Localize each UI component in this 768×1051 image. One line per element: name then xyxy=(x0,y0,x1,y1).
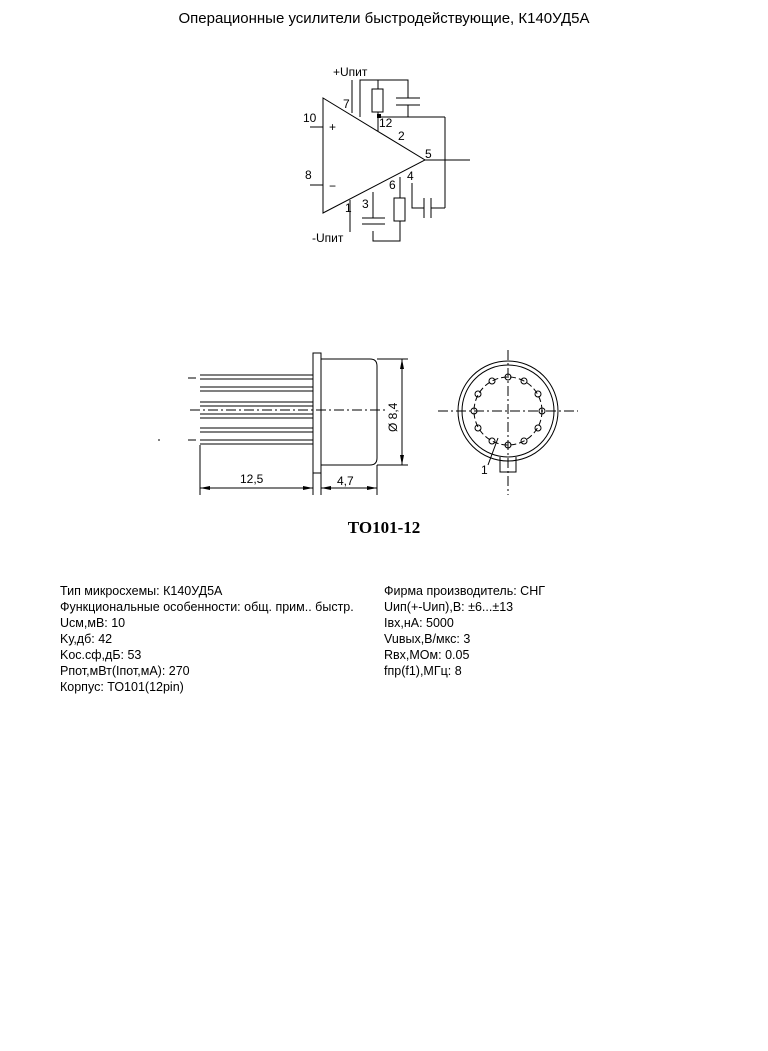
spec-supply-voltage: Uип(+-Uип),В: ±6...±13 xyxy=(384,600,514,614)
spec-input-current: Iвх,нА: 5000 xyxy=(384,616,454,630)
dim-diameter: Ø 8,4 xyxy=(386,402,400,432)
spec-manufacturer: Фирма производитель: СНГ xyxy=(384,584,545,598)
dim-body: 4,7 xyxy=(337,474,354,488)
supply-pos-label: +Uпит xyxy=(333,65,368,79)
pin-label-3: 3 xyxy=(362,197,369,211)
spec-power: Pпот,мВт(Iпот,мА): 270 xyxy=(60,664,190,678)
pin-label-1: 1 xyxy=(345,201,352,215)
spec-type: Тип микросхемы: К140УД5А xyxy=(60,584,223,598)
dim-length: 12,5 xyxy=(240,472,264,486)
pin-label-12: 12 xyxy=(379,116,393,130)
pin-label-10: 10 xyxy=(303,111,317,125)
pin-label-5: 5 xyxy=(425,147,432,161)
specs-left xyxy=(60,583,354,695)
minus-sign: − xyxy=(329,179,337,193)
pin1-leader-label: 1 xyxy=(481,463,488,477)
pin-label-8: 8 xyxy=(305,168,312,182)
supply-neg-label: -Uпит xyxy=(312,231,344,245)
spec-cmrr: Kос.сф,дБ: 53 xyxy=(60,648,142,662)
page-title: Операционные усилители быстродействующие, К140УД5А xyxy=(178,10,590,27)
spec-input-resistance: Rвх,МОм: 0.05 xyxy=(384,648,470,662)
resistor-12 xyxy=(372,89,383,112)
spec-features: Функциональные особенности: общ. прим.. быстр. xyxy=(60,600,354,614)
pin-label-6: 6 xyxy=(389,178,396,192)
spec-bandwidth: fпр(f1),МГц: 8 xyxy=(384,664,462,678)
resistor-6 xyxy=(394,198,405,221)
spec-package: Корпус: ТО101(12pin) xyxy=(60,680,184,694)
package-name: ТО101-12 xyxy=(347,518,421,537)
package-top-view xyxy=(438,350,578,495)
spec-offset-voltage: Uсм,мВ: 10 xyxy=(60,616,126,630)
spec-slew-rate: Vuвых,В/мкс: 3 xyxy=(384,632,471,646)
pin-label-4: 4 xyxy=(407,169,414,183)
spec-gain: Kу,дб: 42 xyxy=(60,632,113,646)
package-side-view xyxy=(158,353,408,495)
pin-label-7: 7 xyxy=(343,97,350,111)
opamp-triangle xyxy=(323,98,425,213)
pin-label-2: 2 xyxy=(398,129,405,143)
opamp-schematic xyxy=(310,80,470,241)
specs-right xyxy=(384,583,545,679)
plus-sign: + xyxy=(329,120,337,134)
